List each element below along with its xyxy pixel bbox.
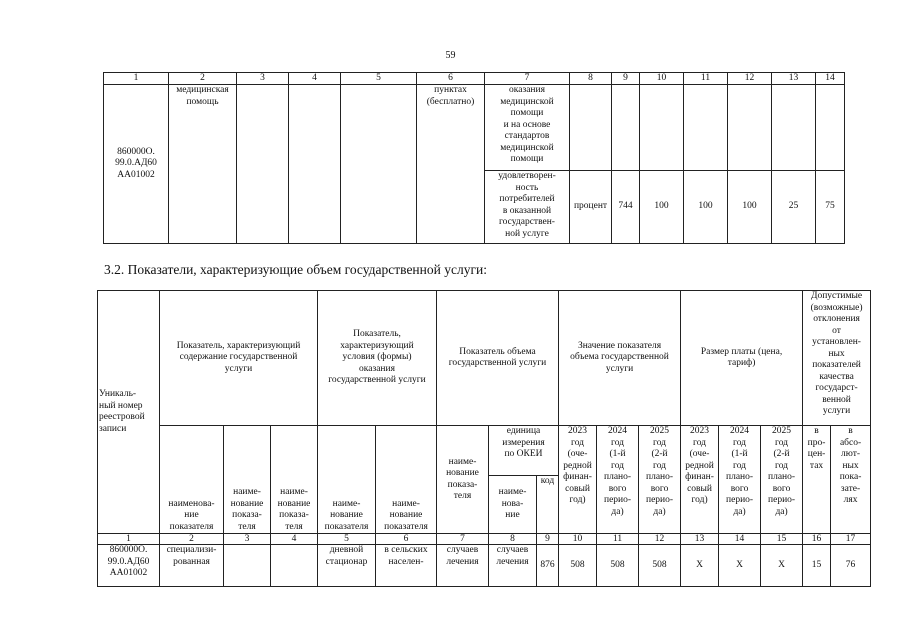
header-row [98,426,871,476]
deviation-absolute: 75 [816,171,845,244]
unit-code: 876 [537,545,559,587]
value-2023: 100 [640,171,684,244]
col-number: 5 [341,73,417,85]
service-content: специализи- рованная [160,545,224,587]
header-indicator-name: наиме- нование показа- теля [224,426,271,534]
header-in-absolute: в абсо- лют- ных пока- зате- лях [831,426,871,534]
service-content: медицинская помощь [169,85,237,244]
header-indicator-name: наиме- нование показа- теля [271,426,318,534]
col-number: 3 [237,73,289,85]
table-row [104,85,845,171]
quality-indicators-table [103,72,845,244]
empty-cell [341,85,417,244]
col-number: 2 [169,73,237,85]
header-value: Значение показателя объема государственной услуги [559,291,681,426]
deviation-absolute: 76 [831,545,871,587]
empty-cell [684,85,728,171]
value-2025: 508 [639,545,681,587]
header-conditions: Показатель, характеризующий условия (формы) оказания государственной услуги [318,291,437,426]
empty-cell [271,545,318,587]
col-number: 17 [831,534,871,545]
value-2024: 508 [597,545,639,587]
header-registry: Уникаль- ный номер реестровой записи [98,291,160,534]
header-fee: Размер платы (цена, тариф) [681,291,803,426]
header-fee-2023: 2023 год (оче- редной финан- совый год) [681,426,719,534]
fee-2024: Х [719,545,761,587]
header-row [98,291,871,426]
col-number: 9 [612,73,640,85]
header-indicator-name: наиме- нование показателя [376,426,437,534]
col-number: 12 [728,73,772,85]
unit-name: процент [570,171,612,244]
header-content: Показатель, характеризующий содержание государственной услуги [160,291,318,426]
header-year-2025: 2025 год (2-й год плано- вого перио- да) [639,426,681,534]
col-number: 7 [437,534,489,545]
col-number: 1 [98,534,160,545]
header-volume-name: наиме- нование показа- теля [437,426,489,534]
registry-code: 860000О. 99.0.АД60 АА01002 [98,545,160,587]
col-number: 4 [289,73,341,85]
col-number: 13 [772,73,816,85]
header-deviation: Допустимые (возможные) отклонения от установлен- ных показателей качества государст- венной услуги [803,291,871,426]
unit-code: 744 [612,171,640,244]
col-number: 1 [104,73,169,85]
header-indicator-name: наиме- нование показателя [318,426,376,534]
empty-cell [570,85,612,171]
col-number: 11 [684,73,728,85]
empty-cell [224,545,271,587]
header-fee-2025: 2025 год (2-й год плано- вого перио- да) [761,426,803,534]
header-year-2023: 2023 год (оче- редной финан- совый год) [559,426,597,534]
empty-cell [728,85,772,171]
section-title: 3.2. Показатели, характеризующие объем государственной услуги: [104,262,487,277]
col-number: 13 [681,534,719,545]
empty-cell [237,85,289,244]
col-number: 16 [803,534,831,545]
header-volume: Показатель объема государственной услуги [437,291,559,426]
col-number: 10 [559,534,597,545]
col-number: 8 [570,73,612,85]
header-indicator-name: наименова- ние показателя [160,426,224,534]
col-number: 4 [271,534,318,545]
col-number: 15 [761,534,803,545]
empty-cell [289,85,341,244]
col-number: 10 [640,73,684,85]
value-2023: 508 [559,545,597,587]
header-unit-code: код [537,476,559,534]
fee-2025: Х [761,545,803,587]
empty-cell [816,85,845,171]
col-number: 6 [417,73,485,85]
fee-2023: Х [681,545,719,587]
empty-cell [612,85,640,171]
page-number: 59 [445,50,456,61]
unit-name: случаев лечения [489,545,537,587]
deviation-percent: 15 [803,545,831,587]
header-in-percent: в про- цен- тах [803,426,831,534]
empty-cell [640,85,684,171]
column-numbers-row [98,534,871,545]
value-2025: 100 [728,171,772,244]
service-condition-place: в сельских населен- [376,545,437,587]
col-number: 14 [816,73,845,85]
col-number: 14 [719,534,761,545]
col-number: 12 [639,534,681,545]
col-number: 9 [537,534,559,545]
indicator-name: удовлетворен- ность потребителей в оказанной государствен- ной услуге [485,171,570,244]
registry-code: 860000О. 99.0.АД60 АА01002 [104,85,169,244]
service-condition: пунктах (бесплатно) [417,85,485,244]
col-number: 2 [160,534,224,545]
header-year-2024: 2024 год (1-й год плано- вого перио- да) [597,426,639,534]
col-number: 3 [224,534,271,545]
empty-cell [772,85,816,171]
col-number: 6 [376,534,437,545]
col-number: 7 [485,73,570,85]
header-unit-name: наиме- нова- ние [489,476,537,534]
service-condition-form: дневной стационар [318,545,376,587]
volume-indicators-table [97,290,871,587]
value-2024: 100 [684,171,728,244]
col-number: 11 [597,534,639,545]
col-number: 5 [318,534,376,545]
header-fee-2024: 2024 год (1-й год плано- вого перио- да) [719,426,761,534]
table-row [98,545,871,587]
column-numbers-row [104,73,845,85]
header-unit: единица измерения по ОКЕИ [489,426,559,476]
indicator-name: оказания медицинской помощи и на основе стандартов медицинской помощи [485,85,570,171]
deviation-percent: 25 [772,171,816,244]
col-number: 8 [489,534,537,545]
volume-indicator-name: случаев лечения [437,545,489,587]
